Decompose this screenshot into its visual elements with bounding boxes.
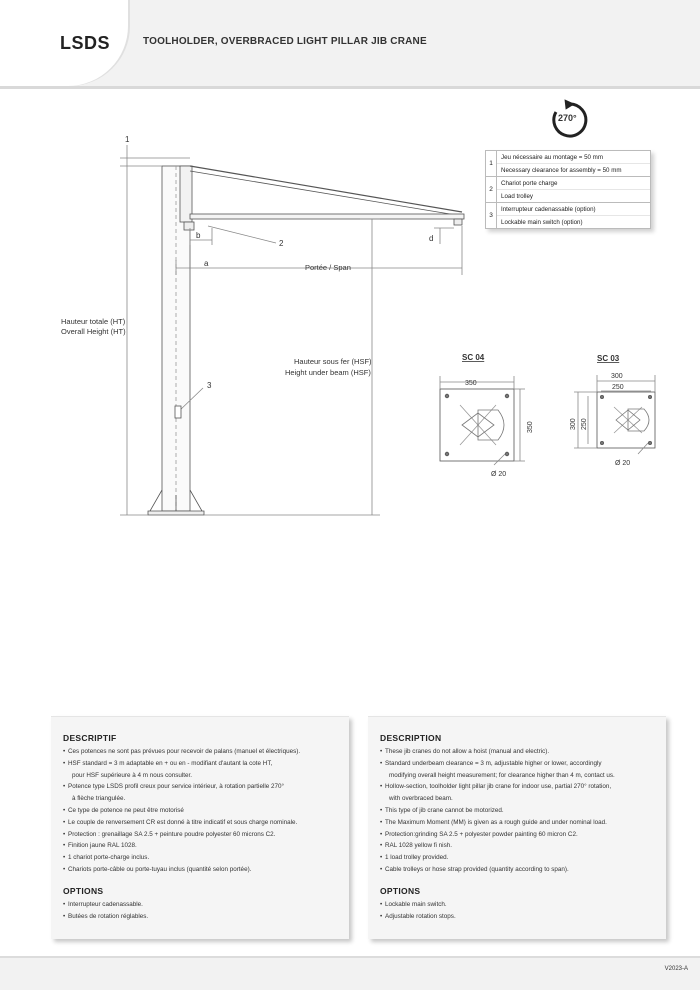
sc03-hole: Ø 20 [615, 460, 631, 467]
list-item: • Protection:grinding SA 2.5 + polyester powder painting 60 micron C2. [380, 829, 660, 841]
brace [190, 166, 462, 212]
descriptif-options-title: OPTIONS [63, 885, 104, 896]
legend-en: Necessary clearance for assembly = 50 mm [501, 166, 622, 174]
dim-a-label: a [204, 259, 209, 268]
legend-fr: Interrupteur cadenassable (option) [497, 203, 650, 216]
dim-2-label: 2 [279, 239, 284, 248]
legend-num: 3 [486, 203, 497, 228]
overall-height-fr: Hauteur totale (HT) [61, 317, 126, 326]
description-options-list [380, 899, 660, 923]
list-item: • Finition jaune RAL 1028. [63, 840, 343, 852]
legend-row [486, 151, 650, 177]
description-title: DESCRIPTION [380, 733, 442, 743]
sc04-title: SC 04 [462, 353, 485, 362]
list-item: pour HSF supérieure à 4 m nous consulter. [72, 771, 193, 779]
list-item: • Lockable main switch. [380, 899, 660, 911]
legend-table [485, 150, 651, 229]
list-item: • Interrupteur cadenassable. [63, 899, 343, 911]
legend-row [486, 203, 650, 228]
dim-3-label: 3 [207, 381, 212, 390]
sc04-width: 350 [465, 380, 477, 387]
legend-fr: Chariot porte charge [497, 177, 650, 190]
list-item: • 1 chariot porte-charge inclus. [63, 852, 343, 864]
sc03-outer-v: 300 [570, 418, 577, 430]
header-divider [0, 86, 700, 89]
list-item: • Chariots porte-câble ou porte-tuyau inclus (quantité selon portée). [63, 864, 343, 876]
legend-num: 1 [486, 151, 497, 176]
list-item: • RAL 1028 yellow fi nish. [380, 840, 660, 852]
footer [0, 958, 700, 990]
descriptif-options-list [63, 899, 343, 923]
dim-1-label: 1 [125, 135, 130, 144]
list-item: • Protection : grenaillage SA 2.5 + peinture poudre polyester 60 microns C2. [63, 829, 343, 841]
span-label: Portée / Span [305, 263, 351, 272]
list-item: • Ces potences ne sont pas prévues pour recevoir de palans (manuel et électriques). [63, 746, 343, 758]
descriptif-title: DESCRIPTIF [63, 733, 117, 743]
sc04-base-plate [440, 376, 525, 465]
sc04-hole: Ø 20 [491, 471, 507, 478]
sc03-inner-v: 250 [581, 418, 588, 430]
list-item: • These jib cranes do not allow a hoist (manual and electric). [380, 746, 660, 758]
list-item: • Standard underbeam clearance = 3 m, adjustable higher or lower, accordingly [380, 758, 660, 770]
base-plate [148, 511, 204, 515]
list-item: • Butées de rotation réglables. [63, 911, 343, 923]
list-item: • Hollow-section, toolholder light pillar jib crane for indoor use, partial 270° rotation, [380, 781, 660, 793]
document-reference: V2023-A [664, 966, 688, 972]
jib-beam [190, 214, 464, 219]
list-item: • Potence type LSDS profil creux pour service intérieur, à rotation partielle 270° [63, 781, 343, 793]
list-item: à flèche triangulée. [72, 795, 126, 803]
list-item: • This type of jib crane cannot be motorized. [380, 805, 660, 817]
hsf-en: Height under beam (HSF) [285, 368, 371, 377]
list-item: • Ce type de potence ne peut être motorisé [63, 805, 343, 817]
list-item: • HSF standard = 3 m adaptable en + ou en - modifiant d'autant la cote HT, [63, 758, 343, 770]
sc04-height: 350 [527, 421, 534, 433]
model-code: LSDS [60, 33, 111, 53]
description-box [368, 716, 666, 939]
sc03-title: SC 03 [597, 354, 620, 363]
description-options-title: OPTIONS [380, 885, 421, 896]
descriptif-list [63, 746, 343, 876]
list-item: with overbraced beam. [389, 795, 453, 803]
legend-num: 2 [486, 177, 497, 202]
dim-b-label: b [196, 231, 201, 240]
list-item: • Cable trolleys or hose strap provided (quantity according to span). [380, 864, 660, 876]
overall-height-en: Overall Height (HT) [61, 327, 126, 336]
list-item: • 1 load trolley provided. [380, 852, 660, 864]
list-item: • The Maximum Moment (MM) is given as a rough guide and under nominal load. [380, 817, 660, 829]
hsf-fr: Hauteur sous fer (HSF) [294, 357, 372, 366]
dim-d-label: d [429, 234, 434, 243]
description-list [380, 746, 660, 876]
legend-fr: Jeu nécessaire au montage = 50 mm [497, 151, 650, 164]
lockable-switch [175, 406, 181, 418]
descriptif-box [51, 716, 349, 939]
sc03-outer: 300 [611, 373, 623, 380]
sc03-inner: 250 [612, 384, 624, 391]
list-item: • Adjustable rotation stops. [380, 911, 660, 923]
page-title: TOOLHOLDER, OVERBRACED LIGHT PILLAR JIB CRANE [143, 36, 427, 47]
legend-row [486, 177, 650, 203]
rotation-label: 270° [558, 113, 577, 123]
list-item: modifying overall height measurement; for clearance higher than 4 m, contact us. [389, 771, 615, 779]
legend-en: Lockable main switch (option) [501, 218, 583, 226]
list-item: • Le couple de renversement CR est donné à titre indicatif et sous charge nominale. [63, 817, 343, 829]
legend-en: Load trolley [501, 192, 533, 200]
